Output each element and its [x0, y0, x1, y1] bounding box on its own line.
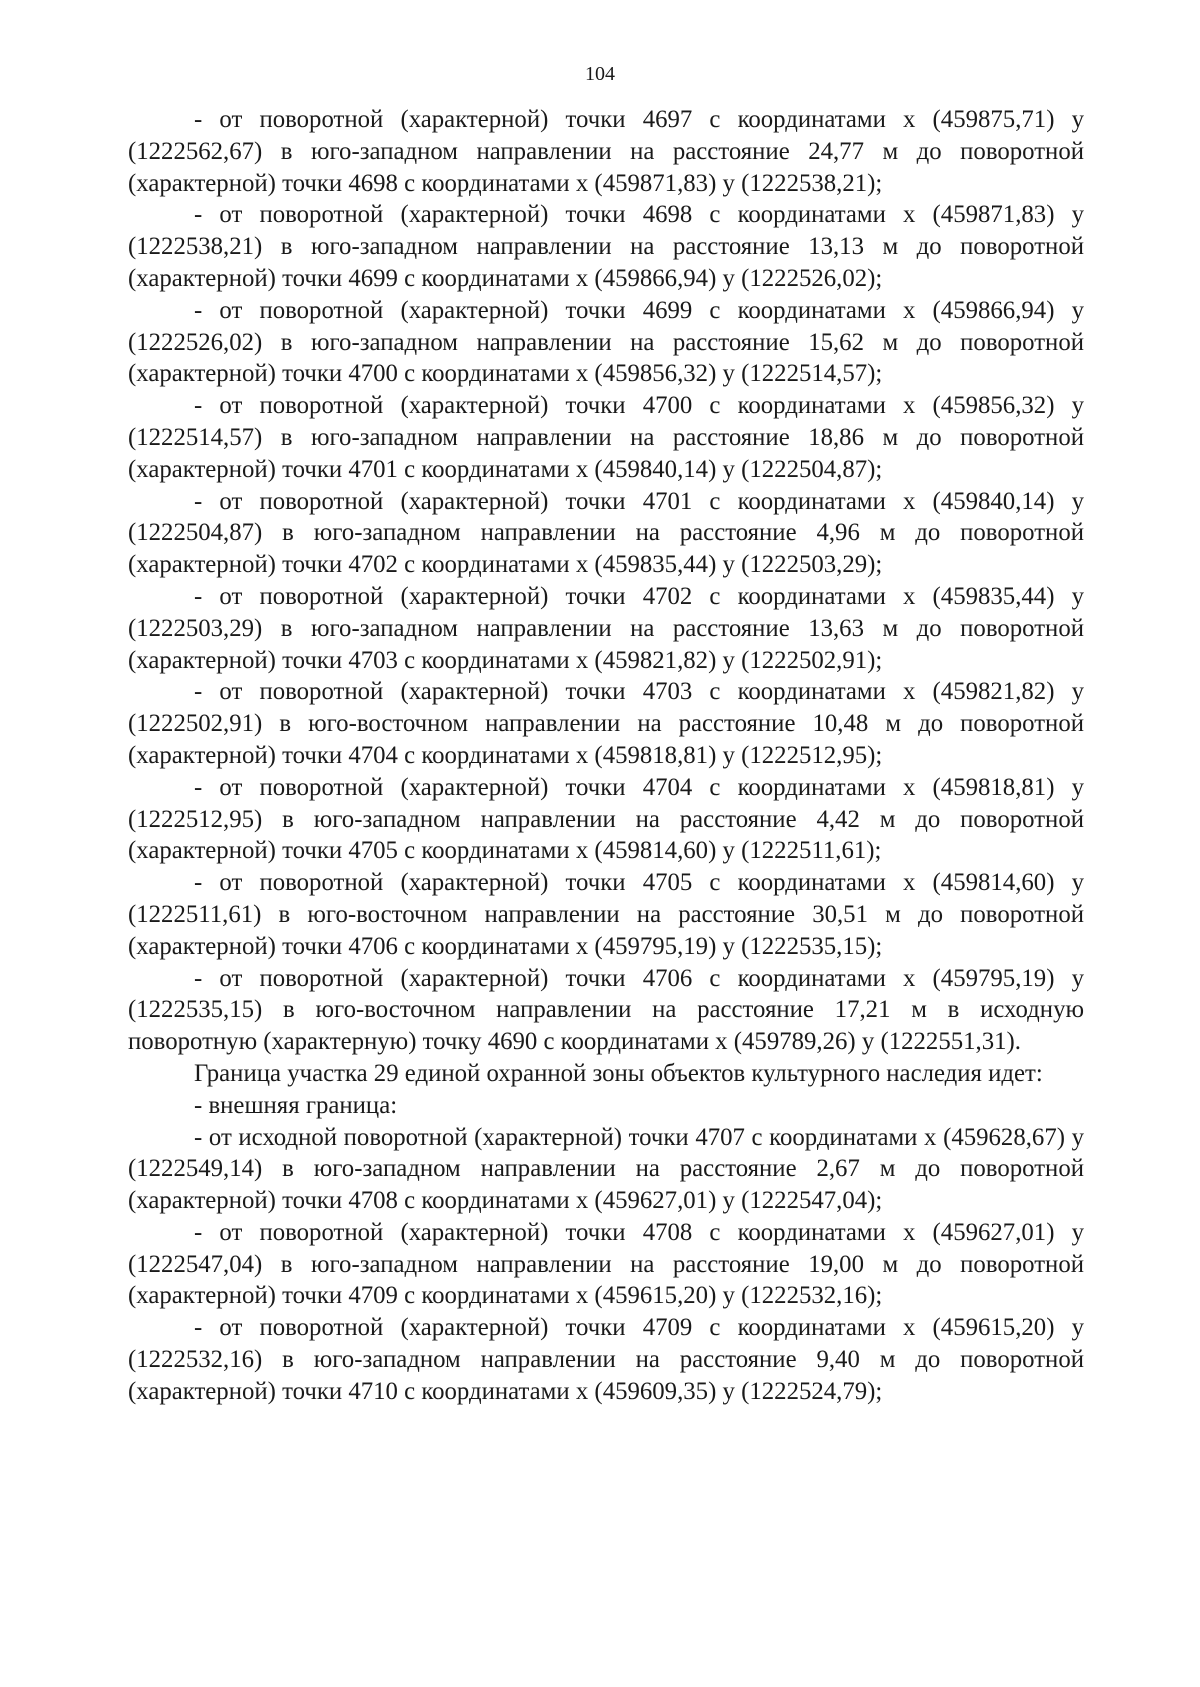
paragraph-outer-boundary-label: - внешняя граница:: [194, 1091, 398, 1119]
paragraph-point-4701: - от поворотной (характерной) точки 4701 с координатами x (459840,14) y (1222504,87) в юго-западном направлении на расстояние 4,96 м до поворотной (характерной) точки 4702 с координатами x (459835,44) y (1222503,29);: [128, 487, 1084, 579]
paragraph-point-4702: - от поворотной (характерной) точки 4702 с координатами x (459835,44) y (1222503,29) в юго-западном направлении на расстояние 13,63 м до поворотной (характерной) точки 4703 с координатами x (459821,82) y (1222502,91);: [128, 582, 1084, 674]
paragraph-point-4709: - от поворотной (характерной) точки 4709 с координатами x (459615,20) y (1222532,16) в юго-западном направлении на расстояние 9,40 м до поворотной (характерной) точки 4710 с координатами x (459609,35) y (1222524,79);: [128, 1314, 1084, 1405]
paragraph-point-4703: - от поворотной (характерной) точки 4703 с координатами x (459821,82) y (1222502,91) в юго-восточном направлении на расстояние 10,48 м до поворотной (характерной) точки 4704 с координатами x (459818,81) y (1222512,95);: [128, 678, 1084, 769]
paragraph-point-4708: - от поворотной (характерной) точки 4708 с координатами x (459627,01) y (1222547,04) в юго-западном направлении на расстояние 19,00 м до поворотной (характерной) точки 4709 с координатами x (459615,20) y (1222532,16);: [128, 1218, 1084, 1310]
paragraph-point-4705: - от поворотной (характерной) точки 4705 с координатами x (459814,60) y (1222511,61) в юго-восточном направлении на расстояние 30,51 м до поворотной (характерной) точки 4706 с координатами x (459795,19) y (1222535,15);: [128, 869, 1084, 960]
paragraph-point-4700: - от поворотной (характерной) точки 4700 с координатами x (459856,32) y (1222514,57) в юго-западном направлении на расстояние 18,86 м до поворотной (характерной) точки 4701 с координатами x (459840,14) y (1222504,87);: [128, 392, 1084, 483]
paragraph-point-4699: - от поворотной (характерной) точки 4699 с координатами x (459866,94) y (1222526,02) в юго-западном направлении на расстояние 15,62 м до поворотной (характерной) точки 4700 с координатами x (459856,32) y (1222514,57);: [128, 296, 1084, 388]
document-body: [128, 104, 1084, 1408]
paragraph-point-4707: - от исходной поворотной (характерной) точки 4707 с координатами x (459628,67) y (1222549,14) в юго-западном направлении на расстояние 2,67 м до поворотной (характерной) точки 4708 с координатами x (459627,01) y (1222547,04);: [128, 1123, 1084, 1215]
paragraph-point-4704: - от поворотной (характерной) точки 4704 с координатами x (459818,81) y (1222512,95) в юго-западном направлении на расстояние 4,42 м до поворотной (характерной) точки 4705 с координатами x (459814,60) y (1222511,61);: [128, 773, 1084, 865]
paragraph-point-4697: - от поворотной (характерной) точки 4697 с координатами x (459875,71) y (1222562,67) в юго-западном направлении на расстояние 24,77 м до поворотной (характерной) точки 4698 с координатами x (459871,83) y (1222538,21);: [128, 106, 1084, 197]
paragraph-point-4698: - от поворотной (характерной) точки 4698 с координатами x (459871,83) y (1222538,21) в юго-западном направлении на расстояние 13,13 м до поворотной (характерной) точки 4699 с координатами x (459866,94) y (1222526,02);: [128, 201, 1084, 292]
page-number: 104: [585, 63, 615, 85]
paragraph-point-4706: - от поворотной (характерной) точки 4706 с координатами x (459795,19) y (1222535,15) в юго-восточном направлении на расстояние 17,21 м в исходную поворотную (характерную) точку 4690 с координатами x (459789,26) y (1222551,31).: [128, 964, 1084, 1056]
paragraph-section-29-heading: Граница участка 29 единой охранной зоны объектов культурного наследия идет:: [194, 1059, 1043, 1087]
